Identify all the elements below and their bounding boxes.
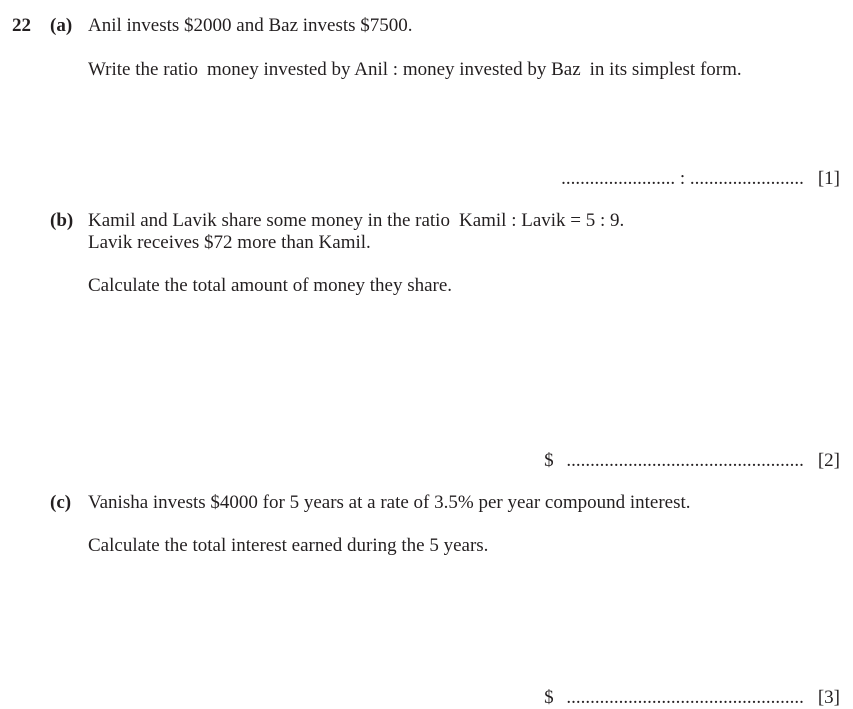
part-b-answer-line [544,450,840,472]
part-c-marks: [3] [817,687,840,708]
part-c-answer-line [544,687,840,709]
part-a-answer-colon: : [679,168,686,189]
part-b-statement-line1 [88,210,624,232]
part-c-statement: Vanisha invests $4000 for 5 years at a rate of 3.5% per year compound interest. [88,492,691,513]
part-b-marks: [2] [817,450,840,471]
part-a-answer-line [561,168,840,190]
part-a-instruction-pre: Write the ratio [88,59,199,80]
part-c-instruction: Calculate the total interest earned during the 5 years. [88,535,489,556]
part-a-answer-left-blank[interactable]: ........................ [561,168,676,189]
part-c-dollar-sign: $ [544,687,554,708]
part-a-label: (a) [50,15,73,36]
part-a-instruction-ratio: money invested by Anil : money invested by Baz [207,59,581,80]
part-a-instruction-post: in its simplest form. [589,59,742,80]
part-c-label: (c) [50,492,72,513]
part-b-statement-pre: Kamil and Lavik share some money in the ratio [88,210,450,231]
part-b-instruction: Calculate the total amount of money they share. [88,275,453,296]
part-a-instruction [88,59,742,81]
part-c-answer-blank[interactable]: .................................................. [566,687,804,708]
part-a-answer-right-blank[interactable]: ........................ [689,168,804,189]
part-b-dollar-sign: $ [544,450,554,471]
part-b-ratio: Kamil : Lavik = 5 : 9. [458,210,625,231]
part-b-statement-line2: Lavik receives $72 more than Kamil. [88,232,371,253]
question-number: 22 [12,15,31,36]
part-a-marks: [1] [817,168,840,189]
part-a-statement: Anil invests $2000 and Baz invests $7500. [88,15,413,36]
part-b-answer-blank[interactable]: .................................................. [566,450,804,471]
part-b-label: (b) [50,210,74,231]
